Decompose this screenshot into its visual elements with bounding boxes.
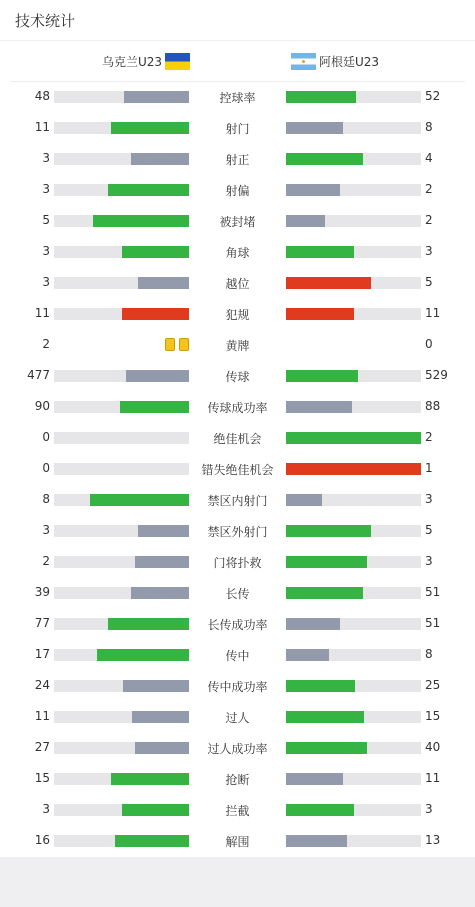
home-stat-bar [54,153,189,165]
home-stat-value: 11 [34,709,50,723]
stat-row [0,391,475,422]
home-stat-value: 3 [42,182,50,196]
stat-row [0,143,475,174]
page-title: 技术统计 [15,12,76,30]
home-stat-fill [120,401,189,413]
away-stat-fill [286,91,356,103]
away-stat-bar [286,246,421,258]
away-stat-value: 2 [425,430,433,444]
stat-row [0,174,475,205]
away-stat-value: 3 [425,244,433,258]
away-stat-bar [286,742,421,754]
yellow-card-icon [179,338,189,351]
home-stat-value: 2 [42,554,50,568]
away-stat-fill [286,401,352,413]
home-stat-value: 0 [42,430,50,444]
away-stat-value: 51 [425,585,441,599]
away-stat-bar [286,680,421,692]
stat-label: 过人 [225,711,250,725]
away-stat-value: 5 [425,275,433,289]
stat-row [0,546,475,577]
home-stat-bar [54,122,189,134]
away-stat-bar [286,308,421,320]
home-stat-bar [54,184,189,196]
home-stat-fill [122,308,190,320]
stat-row [0,453,475,484]
away-stat-fill [286,835,347,847]
home-stat-value: 8 [42,492,50,506]
away-stat-value: 2 [425,213,433,227]
home-stat-bar [54,370,189,382]
away-stat-bar [286,432,421,444]
away-stat-value: 3 [425,554,433,568]
away-stat-value: 1 [425,461,433,475]
stat-label: 长传 [225,587,250,601]
home-stat-bar [54,308,189,320]
home-stat-value: 11 [34,306,50,320]
away-stat-value: 40 [425,740,441,754]
away-stat-value: 8 [425,120,433,134]
stat-label: 黄牌 [225,339,250,353]
away-stat-fill [286,804,354,816]
stat-label: 传球成功率 [207,401,268,415]
home-stat-value: 48 [34,89,50,103]
away-stat-fill [286,122,343,134]
stat-label: 传中成功率 [207,680,268,694]
away-stat-bar [286,494,421,506]
stat-label: 禁区外射门 [207,525,268,539]
stat-label: 抢断 [225,773,250,787]
stat-label: 绝佳机会 [213,432,262,446]
stat-label: 禁区内射门 [207,494,268,508]
stat-row [0,639,475,670]
away-stat-value: 11 [425,771,441,785]
away-stat-bar [286,525,421,537]
home-stat-value: 3 [42,802,50,816]
away-stat-fill [286,494,322,506]
away-stat-value: 15 [425,709,441,723]
home-stat-fill [93,215,189,227]
home-stat-value: 0 [42,461,50,475]
away-stat-fill [286,618,340,630]
away-stat-value: 51 [425,616,441,630]
away-stat-bar [286,618,421,630]
ukraine-flag-icon [165,53,190,70]
home-team-name: 乌克兰U23 [101,54,162,69]
home-stat-fill [124,91,189,103]
home-stat-bar [54,463,189,475]
away-stat-bar [286,370,421,382]
away-stat-bar [286,587,421,599]
home-stat-fill [138,525,189,537]
away-stat-value: 3 [425,492,433,506]
home-stat-bar [54,277,189,289]
home-stat-fill [123,680,189,692]
home-stat-value: 17 [34,647,50,661]
stat-row [0,577,475,608]
home-stat-bar [54,835,189,847]
away-stat-value: 13 [425,833,441,847]
home-stat-value: 3 [42,244,50,258]
away-stat-fill [286,680,355,692]
away-stat-fill [286,246,354,258]
stat-row [0,81,475,112]
stats-list [0,81,475,856]
home-stat-bar [54,215,189,227]
stat-label: 过人成功率 [207,742,268,756]
away-stat-value: 88 [425,399,441,413]
home-stat-fill [132,711,189,723]
home-stat-fill [111,122,189,134]
home-stat-fill [138,277,189,289]
home-stat-bar [54,587,189,599]
stat-row [0,484,475,515]
away-stat-bar [286,122,421,134]
home-stat-fill [122,804,190,816]
home-stat-value: 15 [34,771,50,785]
stat-row [0,329,475,360]
stat-label: 传中 [225,649,250,663]
home-stat-value: 11 [34,120,50,134]
away-stat-value: 4 [425,151,433,165]
stat-label: 犯规 [225,308,250,322]
away-stat-value: 5 [425,523,433,537]
stat-label: 控球率 [219,91,256,105]
home-stat-fill [131,153,189,165]
away-stat-bar [286,463,421,475]
away-stat-value: 529 [425,368,448,382]
away-stat-fill [286,525,371,537]
home-stat-fill [108,618,189,630]
home-stat-fill [126,370,189,382]
away-stat-fill [286,556,367,568]
away-stat-value: 8 [425,647,433,661]
header-divider [0,40,475,41]
away-stat-value: 52 [425,89,441,103]
stat-row [0,236,475,267]
away-stat-fill [286,463,421,475]
away-team-name: 阿根廷U23 [319,54,380,69]
home-stat-value: 39 [34,585,50,599]
stat-label: 错失绝佳机会 [201,463,274,477]
home-stat-bar [54,401,189,413]
home-stat-bar [54,494,189,506]
away-stat-fill [286,277,371,289]
away-stat-bar [286,773,421,785]
away-stat-fill [286,308,354,320]
away-stat-value: 11 [425,306,441,320]
away-stat-fill [286,370,358,382]
home-stat-fill [111,773,189,785]
stat-label: 解围 [225,835,250,849]
stat-label: 传球 [225,370,250,384]
away-stat-bar [286,835,421,847]
home-stat-bar [54,773,189,785]
stat-row [0,825,475,856]
home-stat-value: 90 [34,399,50,413]
stat-row [0,794,475,825]
away-stat-value: 2 [425,182,433,196]
stat-row [0,701,475,732]
away-stat-bar [286,184,421,196]
stat-row [0,763,475,794]
stat-label: 越位 [225,277,250,291]
away-stat-fill [286,215,325,227]
home-stat-fill [97,649,189,661]
away-stat-value: 0 [425,337,433,351]
home-stat-fill [122,246,190,258]
away-stat-fill [286,742,367,754]
home-stat-value: 3 [42,523,50,537]
stat-row [0,360,475,391]
away-team [291,52,379,70]
away-stat-bar [286,277,421,289]
home-stat-fill [131,587,189,599]
home-stat-bar [54,680,189,692]
stat-row [0,112,475,143]
away-stat-bar [286,649,421,661]
home-stat-fill [90,494,189,506]
home-stat-fill [135,556,189,568]
away-stat-fill [286,587,363,599]
yellow-cards [165,338,189,351]
away-stat-fill [286,773,343,785]
home-stat-bar [54,91,189,103]
home-stat-value: 24 [34,678,50,692]
home-stat-value: 3 [42,151,50,165]
away-stat-fill [286,153,363,165]
home-stat-fill [108,184,189,196]
away-stat-value: 25 [425,678,441,692]
home-stat-bar [54,246,189,258]
home-stat-value: 27 [34,740,50,754]
stat-row [0,267,475,298]
stat-label: 角球 [225,246,250,260]
home-stat-value: 2 [42,337,50,351]
stat-row [0,205,475,236]
stat-label: 拦截 [225,804,250,818]
stat-label: 射正 [225,153,250,167]
home-stat-bar [54,618,189,630]
stat-row [0,422,475,453]
home-stat-value: 77 [34,616,50,630]
home-stat-bar [54,804,189,816]
stat-label: 射偏 [225,184,250,198]
away-stat-fill [286,711,364,723]
argentina-flag-icon [291,53,316,70]
stat-row [0,608,475,639]
away-stat-bar [286,711,421,723]
stat-row [0,732,475,763]
stat-row [0,515,475,546]
away-stat-bar [286,215,421,227]
home-stat-bar [54,525,189,537]
home-stat-bar [54,742,189,754]
yellow-card-icon [165,338,175,351]
away-stat-bar [286,401,421,413]
stat-label: 射门 [225,122,250,136]
home-stat-fill [135,742,189,754]
home-stat-value: 16 [34,833,50,847]
stat-row [0,298,475,329]
home-stat-bar [54,711,189,723]
away-stat-bar [286,804,421,816]
home-stat-fill [115,835,189,847]
home-stat-bar [54,556,189,568]
stat-row [0,670,475,701]
away-stat-bar [286,153,421,165]
home-stat-value: 3 [42,275,50,289]
stat-label: 门将扑救 [213,556,262,570]
home-stat-bar [54,432,189,444]
home-stat-value: 5 [42,213,50,227]
away-stat-fill [286,649,329,661]
home-team [102,52,190,70]
away-stat-value: 3 [425,802,433,816]
away-stat-fill [286,432,421,444]
away-stat-fill [286,184,340,196]
stat-label: 被封堵 [219,215,256,229]
away-stat-bar [286,556,421,568]
home-stat-bar [54,649,189,661]
away-stat-bar [286,91,421,103]
stat-label: 长传成功率 [207,618,268,632]
home-stat-value: 477 [27,368,50,382]
